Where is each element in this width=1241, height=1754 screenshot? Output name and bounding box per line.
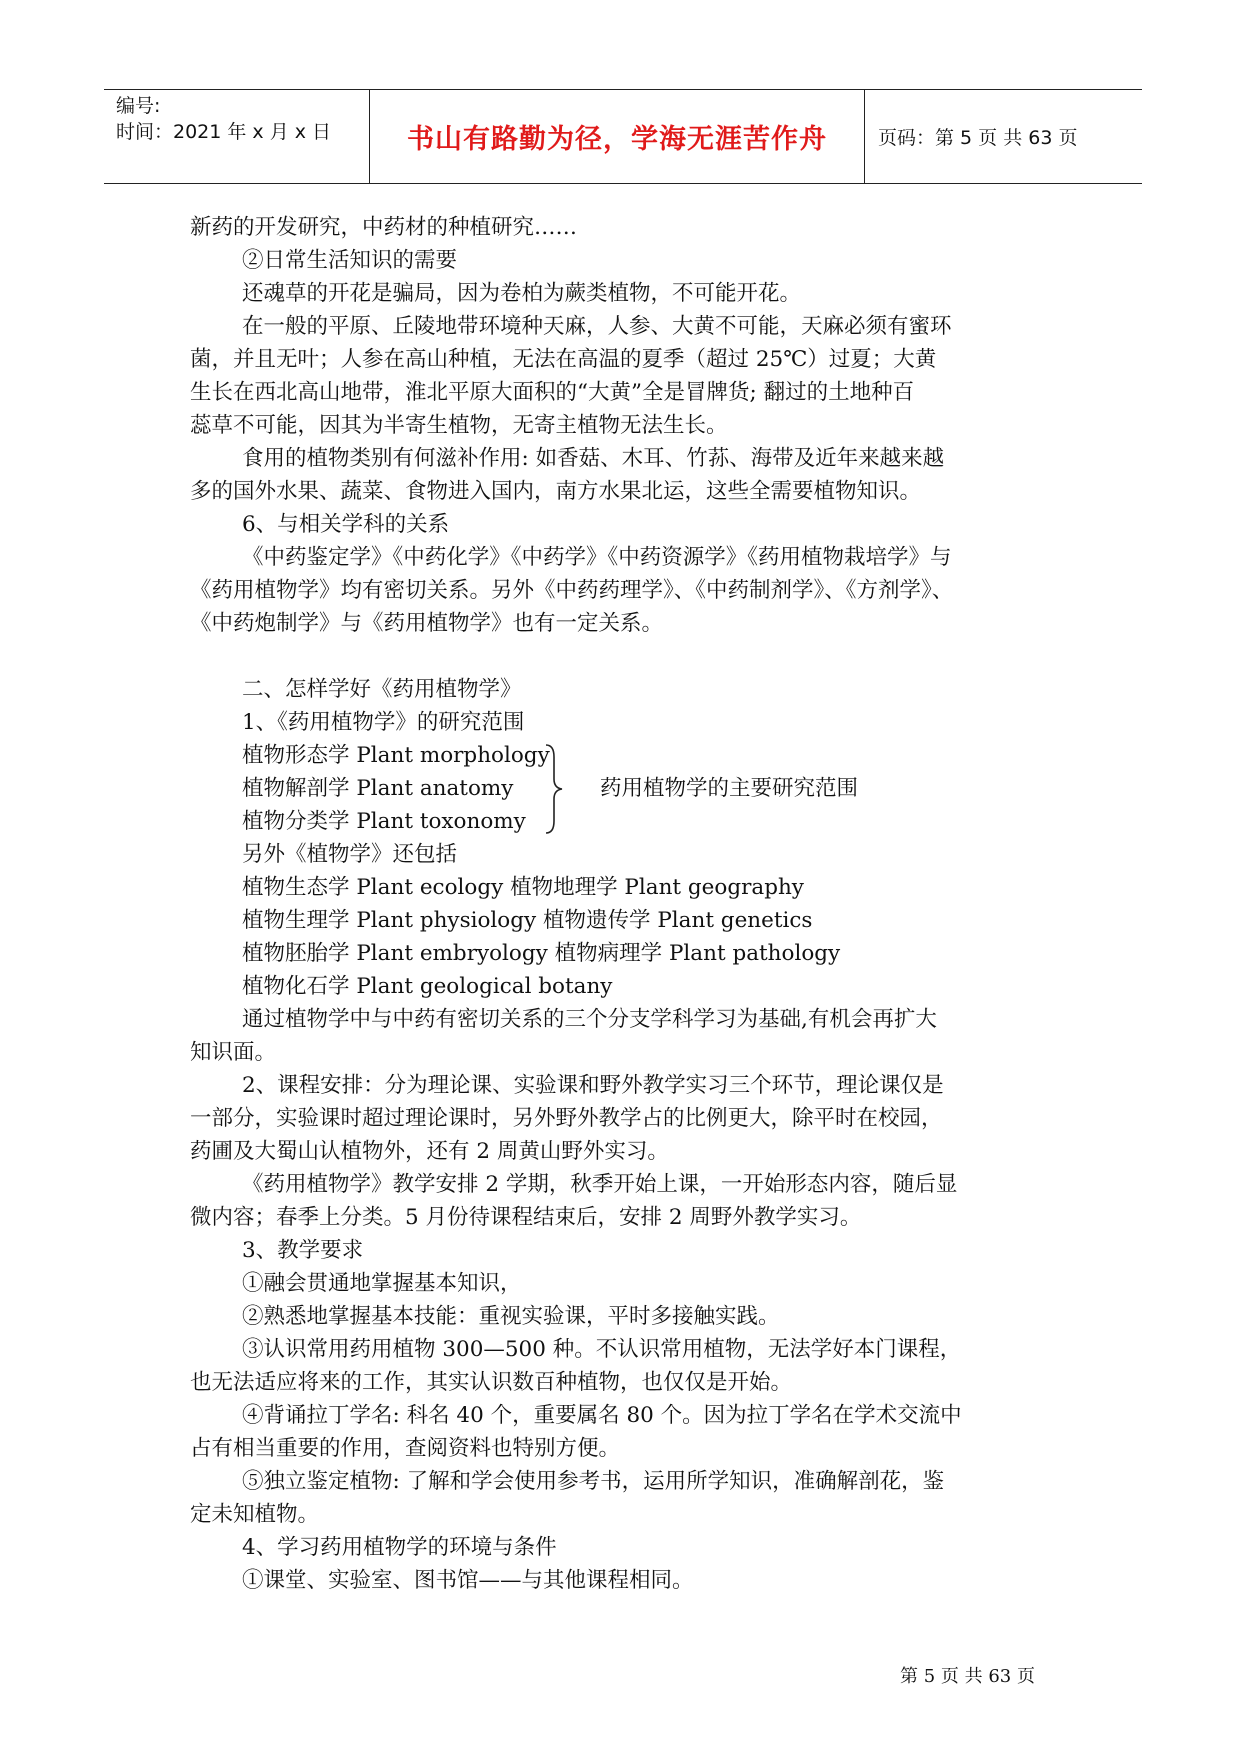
- paragraph-line: 另外《植物学》还包括: [242, 842, 458, 867]
- paragraph-line: 《中药炮制学》与《药用植物学》也有一定关系。: [190, 611, 664, 636]
- subheading: 6、与相关学科的关系: [242, 512, 450, 537]
- motto: 书山有路勤为径，学海无涯苦作舟: [407, 124, 827, 155]
- paragraph-line: 在一般的平原、丘陵地带环境种天麻，人参、大黄不可能，天麻必须有蜜环: [242, 314, 952, 339]
- scope-item: 植物解剖学 Plant anatomy: [242, 776, 514, 801]
- right-brace-icon: [542, 739, 566, 838]
- paragraph-line: 占有相当重要的作用，查阅资料也特别方便。: [190, 1436, 621, 1461]
- paragraph-line: 《中药鉴定学》《中药化学》《中药学》《中药资源学》《药用植物栽培学》与: [242, 545, 952, 570]
- paragraph-line: 还魂草的开花是骗局，因为卷柏为蕨类植物，不可能开花。: [242, 281, 802, 306]
- paragraph-line: 定未知植物。: [190, 1502, 320, 1527]
- paragraph-line: 《药用植物学》均有密切关系。另外《中药药理学》、《中药制剂学》、《方剂学》、: [190, 578, 954, 603]
- paragraph-line: 生长在西北高山地带，淮北平原大面积的“大黄”全是冒牌货; 翻过的土地种百: [190, 380, 915, 405]
- paragraph-line: 菌，并且无叶；人参在高山种植，无法在高温的夏季（超过 25℃）过夏；大黄: [190, 347, 937, 372]
- paragraph-line: 通过植物学中与中药有密切关系的三个分支学科学习为基础,有机会再扩大: [242, 1007, 937, 1032]
- list-item: ⑤独立鉴定植物: 了解和学会使用参考书，运用所学知识，准确解剖花，鉴: [242, 1469, 945, 1494]
- list-item: ③认识常用药用植物 300—500 种。不认识常用植物，无法学好本门课程，: [242, 1337, 962, 1362]
- subheading: ②日常生活知识的需要: [242, 248, 458, 273]
- number-label: 编号:: [116, 95, 161, 117]
- page-info: 页码：第 5 页 共 63 页: [878, 127, 1078, 149]
- list-item: ①融会贯通地掌握基本知识，: [242, 1271, 522, 1296]
- branch-line: 植物生理学 Plant physiology 植物遗传学 Plant genetics: [242, 908, 813, 933]
- branch-line: 植物生态学 Plant ecology 植物地理学 Plant geography: [242, 875, 804, 900]
- paragraph-line: 新药的开发研究，中药材的种植研究……: [190, 215, 578, 240]
- subheading: 4、学习药用植物学的环境与条件: [242, 1535, 557, 1560]
- paragraph-line: 《药用植物学》教学安排 2 学期，秋季开始上课，一开始形态内容，随后显: [242, 1172, 958, 1197]
- subheading: 1、《药用植物学》的研究范围: [242, 710, 525, 735]
- page-footer: 第 5 页 共 63 页: [900, 1666, 1035, 1687]
- paragraph-line: 药圃及大蜀山认植物外，还有 2 周黄山野外实习。: [190, 1139, 669, 1164]
- header-right-cell: [866, 90, 1142, 183]
- paragraph-line: 蕊草不可能，因其为半寄生植物，无寄主植物无法生长。: [190, 413, 728, 438]
- subheading: 3、教学要求: [242, 1238, 364, 1263]
- header-left-cell: [104, 90, 369, 183]
- header-table: [104, 89, 1142, 184]
- header-divider: [864, 90, 865, 183]
- paragraph-line: 知识面。: [190, 1040, 277, 1065]
- section-heading: 二、怎样学好《药用植物学》: [242, 677, 522, 702]
- list-item: ①课堂、实验室、图书馆——与其他课程相同。: [242, 1568, 694, 1593]
- list-item: ④背诵拉丁学名: 科名 40 个，重要属名 80 个。因为拉丁学名在学术交流中: [242, 1403, 962, 1428]
- paragraph-line: 微内容；春季上分类。5 月份待课程结束后，安排 2 周野外教学实习。: [190, 1205, 862, 1230]
- document-body: [190, 211, 1070, 1597]
- scope-summary: 药用植物学的主要研究范围: [600, 776, 859, 801]
- paragraph-line: 也无法适应将来的工作，其实认识数百种植物，也仅仅是开始。: [190, 1370, 793, 1395]
- scope-item: 植物分类学 Plant toxonomy: [242, 809, 526, 834]
- paragraph-line: 一部分，实验课时超过理论课时，另外野外教学占的比例更大，除平时在校园，: [190, 1106, 943, 1131]
- paragraph-line: 食用的植物类别有何滋补作用: 如香菇、木耳、竹荪、海带及近年来越来越: [242, 446, 945, 471]
- scope-item: 植物形态学 Plant morphology: [242, 743, 550, 768]
- time-label: 时间：2021 年 x 月 x 日: [116, 121, 332, 143]
- header-center-cell: [370, 90, 864, 183]
- branch-line: 植物化石学 Plant geological botany: [242, 974, 613, 999]
- paragraph-line: 2、课程安排：分为理论课、实验课和野外教学实习三个环节，理论课仅是: [242, 1073, 944, 1098]
- paragraph-line: 多的国外水果、蔬菜、食物进入国内，南方水果北运，这些全需要植物知识。: [190, 479, 922, 504]
- branch-line: 植物胚胎学 Plant embryology 植物病理学 Plant pathology: [242, 941, 841, 966]
- list-item: ②熟悉地掌握基本技能：重视实验课，平时多接触实践。: [242, 1304, 780, 1329]
- research-scope-group: [190, 739, 1070, 838]
